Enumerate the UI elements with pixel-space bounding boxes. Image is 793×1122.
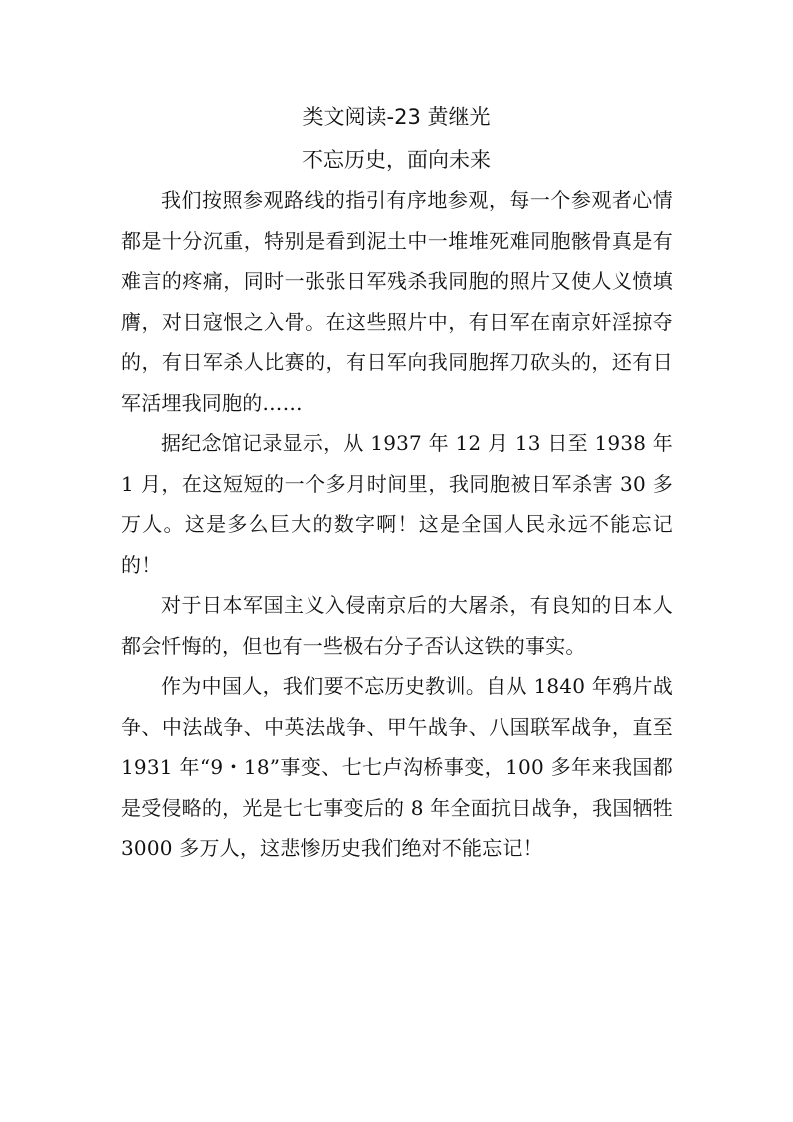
paragraph-1: 我们按照参观路线的指引有序地参观，每一个参观者心情都是十分沉重，特别是看到泥土中一堆堆死难同胞骸骨真是有难言的疼痛，同时一张张日军残杀我同胞的照片又使人义愤填膺，对日寇恨之入骨。在这些照片中，有日军在南京奸淫掠夺的，有日军杀人比赛的，有日军向我同胞挥刀砍头的，还有日军活埋我同胞的……	[121, 188, 673, 415]
paragraph-4: 作为中国人，我们要不忘历史教训。自从 1840 年鸦片战争、中法战争、中英法战争、甲午战争、八国联军战争，直至 1931 年“9・18”事变、七七卢沟桥事变，100 多年来我国都是受侵略的，光是七七事变后的 8 年全面抗日战争，我国牺牲 3000 多万人，这悲惨历史我们绝对不能忘记！	[121, 674, 673, 860]
document-subtitle: 不忘历史，面向未来	[302, 148, 491, 172]
document-body	[121, 180, 673, 869]
paragraph-2: 据纪念馆记录显示，从 1937 年 12 月 13 日至 1938 年 1 月，在这短短的一个多月时间里，我同胞被日军杀害 30 多万人。这是多么巨大的数字啊！这是全国人民永远不能忘记的！	[121, 431, 673, 577]
document-title: 类文阅读-23 黄继光	[302, 105, 491, 129]
paragraph-3: 对于日本军国主义入侵南京后的大屠杀，有良知的日本人都会忏悔的，但也有一些极右分子否认这铁的事实。	[121, 593, 673, 658]
